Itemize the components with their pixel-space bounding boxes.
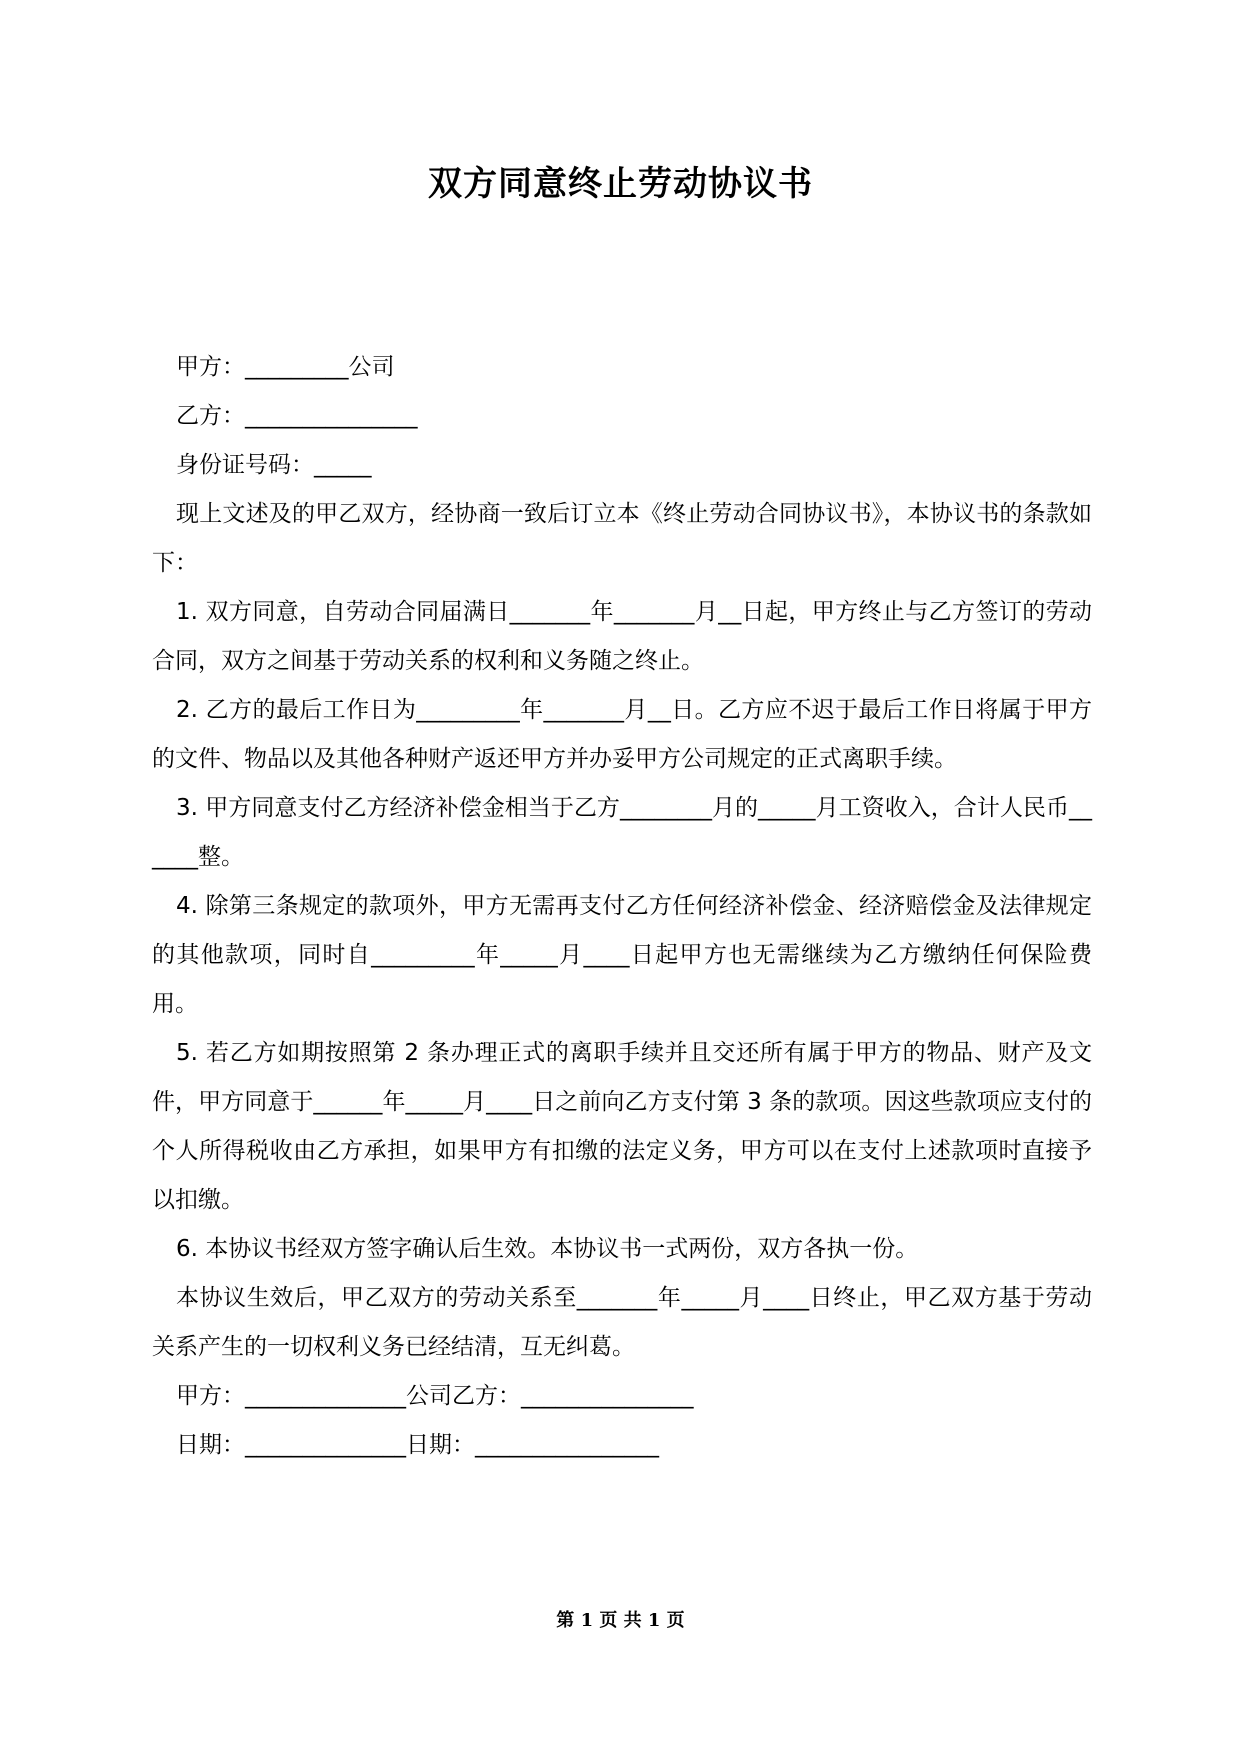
clause-4: 4. 除第三条规定的款项外，甲方无需再支付乙方任何经济补偿金、经济赔偿金及法律规定的其他款项，同时自_________年_____月____日起甲方也无需继续为乙方缴纳任何保险费用。 [152, 893, 1092, 1017]
closing-paragraph: 本协议生效后，甲乙双方的劳动关系至_______年_____月____日终止，甲乙双方基于劳动关系产生的一切权利义务已经结清，互无纠葛。 [152, 1285, 1092, 1360]
party-a-line: 甲方：_________公司 [176, 354, 395, 380]
clause-6: 6. 本协议书经双方签字确认后生效。本协议书一式两份，双方各执一份。 [176, 1236, 919, 1262]
page-footer: 第 1 页 共 1 页 [556, 1610, 685, 1631]
clause-5: 5. 若乙方如期按照第 2 条办理正式的离职手续并且交还所有属于甲方的物品、财产及文件，甲方同意于______年_____月____日之前向乙方支付第 3 条的款项。因这些款项应支付的个人所得税收由乙方承担，如果甲方有扣缴的法定义务，甲方可以在支付上述款项时直接予以扣缴。 [152, 1040, 1092, 1213]
id-number-line: 身份证号码：_____ [176, 452, 372, 478]
preamble-paragraph: 现上文述及的甲乙双方，经协商一致后订立本《终止劳动合同协议书》，本协议书的条款如下： [152, 501, 1092, 576]
party-b-line: 乙方：_______________ [176, 403, 418, 429]
clause-1: 1. 双方同意，自劳动合同届满日_______年_______月__日起，甲方终止与乙方签订的劳动合同，双方之间基于劳动关系的权利和义务随之终止。 [152, 599, 1092, 674]
clause-2: 2. 乙方的最后工作日为_________年_______月__日。乙方应不迟于最后工作日将属于甲方的文件、物品以及其他各种财产返还甲方并办妥甲方公司规定的正式离职手续。 [152, 697, 1092, 772]
date-line: 日期：______________日期：________________ [176, 1432, 659, 1458]
clause-3: 3. 甲方同意支付乙方经济补偿金相当于乙方________月的_____月工资收入，合计人民币______整。 [152, 795, 1092, 870]
document-title: 双方同意终止劳动协议书 [428, 164, 813, 204]
signature-line: 甲方：______________公司乙方：_______________ [176, 1383, 694, 1409]
document-body [152, 343, 1092, 1470]
